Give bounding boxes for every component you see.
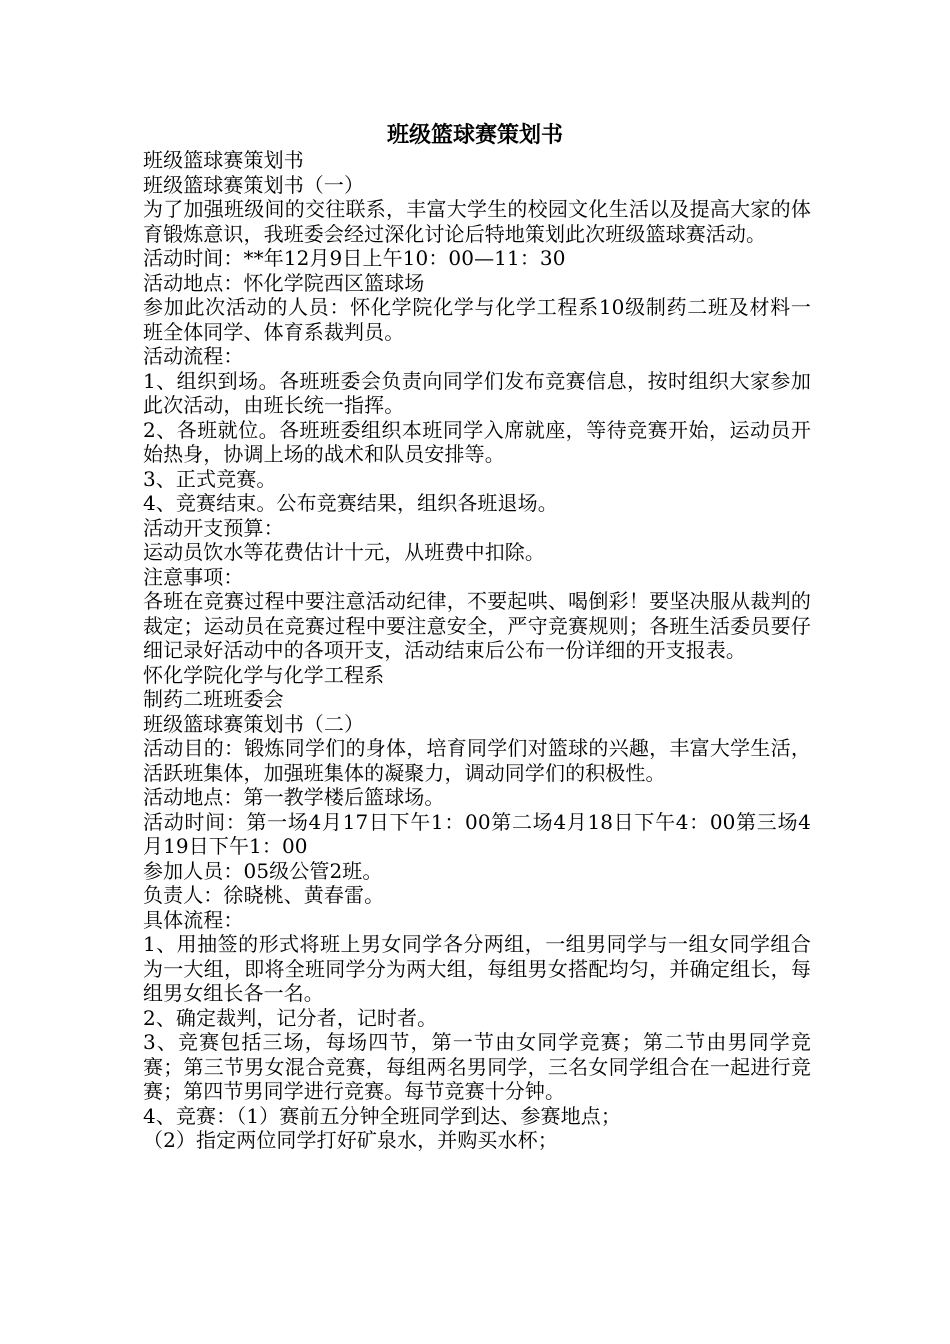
list-item: 3、正式竞赛。 [143,466,277,491]
paragraph: 活动流程： [143,344,244,368]
paragraph: 参加人员：05级公管2班。 [143,858,383,883]
list-item: （2）指定两位同学打好矿泉水，并购买水杯； [143,1128,558,1152]
list-item: 4、竞赛结束。公布竞赛结果，组织各班退场。 [143,491,558,515]
paragraph: 注意事项： [143,564,244,589]
section-heading: 班级篮球赛策划书（一） [143,172,365,197]
list-item: 1、组织到场。各班班委会负责向同学们发布竞赛信息，按时组织大家参加此次活动，由班长统一指挥。 [143,368,811,417]
paragraph: 活动地点：怀化学院西区篮球场 [143,270,425,295]
signature-line: 制药二班班委会 [143,687,284,711]
section-heading: 班级篮球赛策划书（二） [143,711,365,736]
paragraph: 活动开支预算： [143,515,284,540]
paragraph: 各班在竞赛过程中要注意活动纪律，不要起哄、喝倒彩！要坚决服从裁判的裁定；运动员在竞赛过程中要注意安全，严守竞赛规则；各班生活委员要仔细记录好活动中的各项开支，活动结束后公布一份详细的开支报表。 [143,589,811,662]
paragraph: 为了加强班级间的交往联系，丰富大学生的校园文化生活以及提高大家的体育锻炼意识，我班委会经过深化讨论后特地策划此次班级篮球赛活动。 [143,197,811,246]
list-item: 3、竞赛包括三场，每场四节，第一节由女同学竞赛；第二节由男同学竞赛；第三节男女混合竞赛，每组两名男同学，三名女同学组合在一起进行竞赛；第四节男同学进行竞赛。每节竞赛十分钟。 [143,1030,811,1103]
list-item: 4、竞赛：（1）赛前五分钟全班同学到达、参赛地点； [143,1103,621,1128]
paragraph: 负责人：徐晓桃、黄春雷。 [143,883,385,907]
paragraph: 班级篮球赛策划书 [143,148,304,172]
paragraph: 具体流程： [143,907,244,932]
list-item: 2、各班就位。各班班委组织本班同学入席就座，等待竞赛开始，运动员开始热身，协调上场的战术和队员安排等。 [143,417,811,466]
paragraph: 活动时间：第一场4月17日下午1：00第二场4月18日下午4：00第三场4月19日下午1：00 [143,809,811,858]
paragraph: 活动目的：锻炼同学们的身体，培育同学们对篮球的兴趣，丰富大学生活，活跃班集体，加强班集体的凝聚力，调动同学们的积极性。 [143,736,811,785]
paragraph: 参加此次活动的人员：怀化学院化学与化学工程系10级制药二班及材料一班全体同学、体育系裁判员。 [143,295,811,344]
document-title: 班级篮球赛策划书 [386,122,563,148]
document-body [143,148,811,1153]
paragraph: 活动地点：第一教学楼后篮球场。 [143,785,445,809]
list-item: 2、确定裁判，记分者，记时者。 [143,1005,438,1030]
paragraph: 运动员饮水等花费估计十元，从班费中扣除。 [143,540,545,564]
signature-line: 怀化学院化学与化学工程系 [143,662,385,687]
list-item: 1、用抽签的形式将班上男女同学各分两组，一组男同学与一组女同学组合为一大组，即将全班同学分为两大组，每组男女搭配均匀，并确定组长，每组男女组长各一名。 [143,932,811,1005]
paragraph: 活动时间：**年12月9日上午10：00—11：30 [143,246,566,270]
